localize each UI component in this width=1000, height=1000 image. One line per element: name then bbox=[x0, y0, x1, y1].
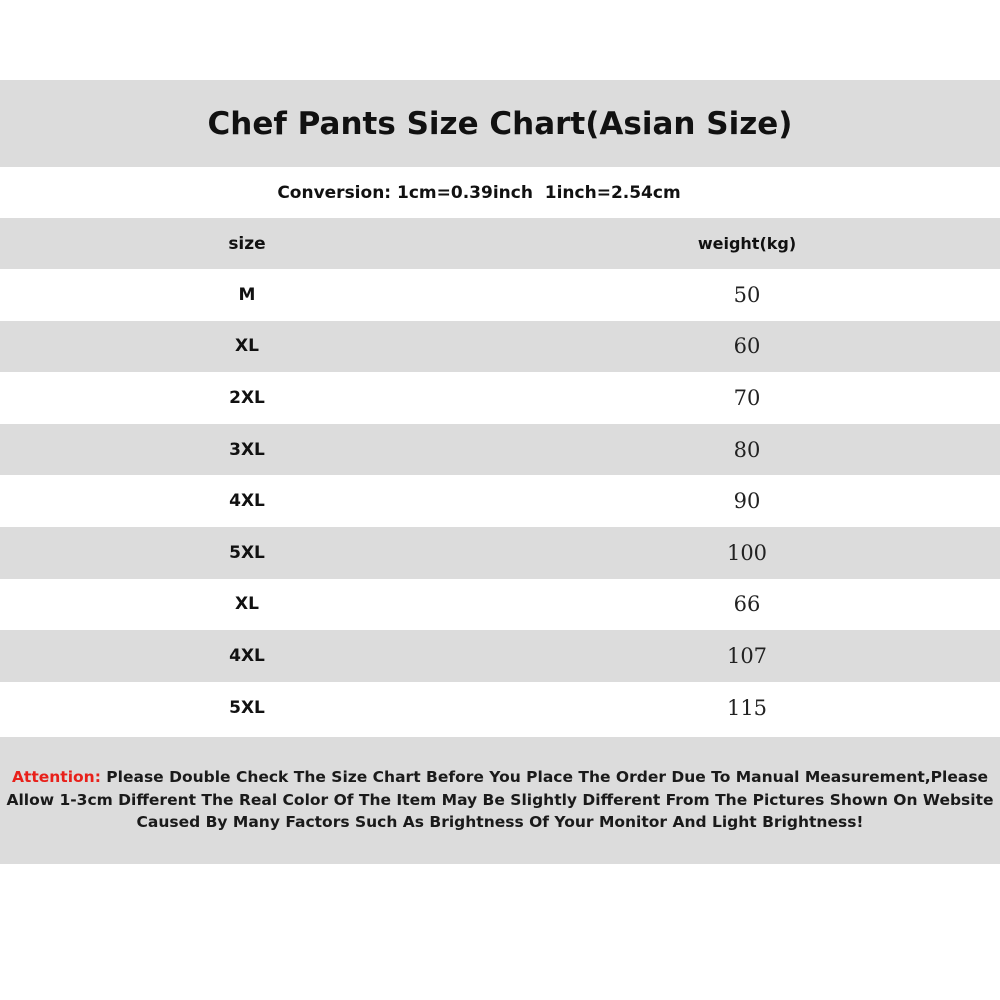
weight-cell: 50 bbox=[733, 282, 761, 307]
size-cell: 4XL bbox=[229, 491, 265, 512]
size-cell: 2XL bbox=[229, 387, 265, 408]
size-cell: 5XL bbox=[229, 542, 265, 563]
size-cell: 4XL bbox=[229, 645, 265, 666]
table-row bbox=[0, 321, 1000, 373]
weight-cell: 107 bbox=[726, 643, 768, 668]
title-band bbox=[0, 80, 1000, 167]
size-cell: XL bbox=[235, 594, 259, 615]
header-weight: weight(kg) bbox=[697, 234, 797, 253]
size-cell: 3XL bbox=[229, 439, 265, 460]
size-cell: 5XL bbox=[229, 697, 265, 718]
attention-label: Attention: bbox=[11, 768, 101, 786]
table-row bbox=[0, 424, 1000, 476]
attention-text: Please Double Check The Size Chart Before You Place The Order Due To Manual Measurement,Please Allow 1-3cm Different The Real Color Of The Item May Be Slightly Different From The Pictures Shown On Website Caused By Many Factors Such As Brightness Of Your Monitor And Light Brightness! bbox=[6, 768, 994, 831]
table-row bbox=[0, 269, 1000, 321]
header-size: size bbox=[228, 233, 266, 254]
weight-cell: 90 bbox=[733, 489, 761, 514]
attention-notice bbox=[0, 737, 1000, 864]
conversion-note: Conversion: 1cm=0.39inch 1inch=2.54cm bbox=[277, 183, 681, 203]
weight-cell: 66 bbox=[733, 592, 761, 617]
table-header-row bbox=[0, 218, 1000, 269]
weight-cell: 100 bbox=[726, 540, 768, 565]
table-row bbox=[0, 372, 1000, 424]
table-row bbox=[0, 475, 1000, 527]
size-table bbox=[0, 218, 1000, 733]
weight-cell: 115 bbox=[726, 695, 768, 720]
table-row bbox=[0, 527, 1000, 579]
weight-cell: 80 bbox=[733, 437, 761, 462]
size-cell: XL bbox=[235, 336, 259, 357]
table-row bbox=[0, 682, 1000, 734]
table-row bbox=[0, 579, 1000, 631]
table-row bbox=[0, 630, 1000, 682]
weight-cell: 60 bbox=[733, 334, 761, 359]
weight-cell: 70 bbox=[733, 385, 761, 410]
page-title: Chef Pants Size Chart(Asian Size) bbox=[207, 105, 793, 142]
size-cell: M bbox=[238, 284, 256, 305]
